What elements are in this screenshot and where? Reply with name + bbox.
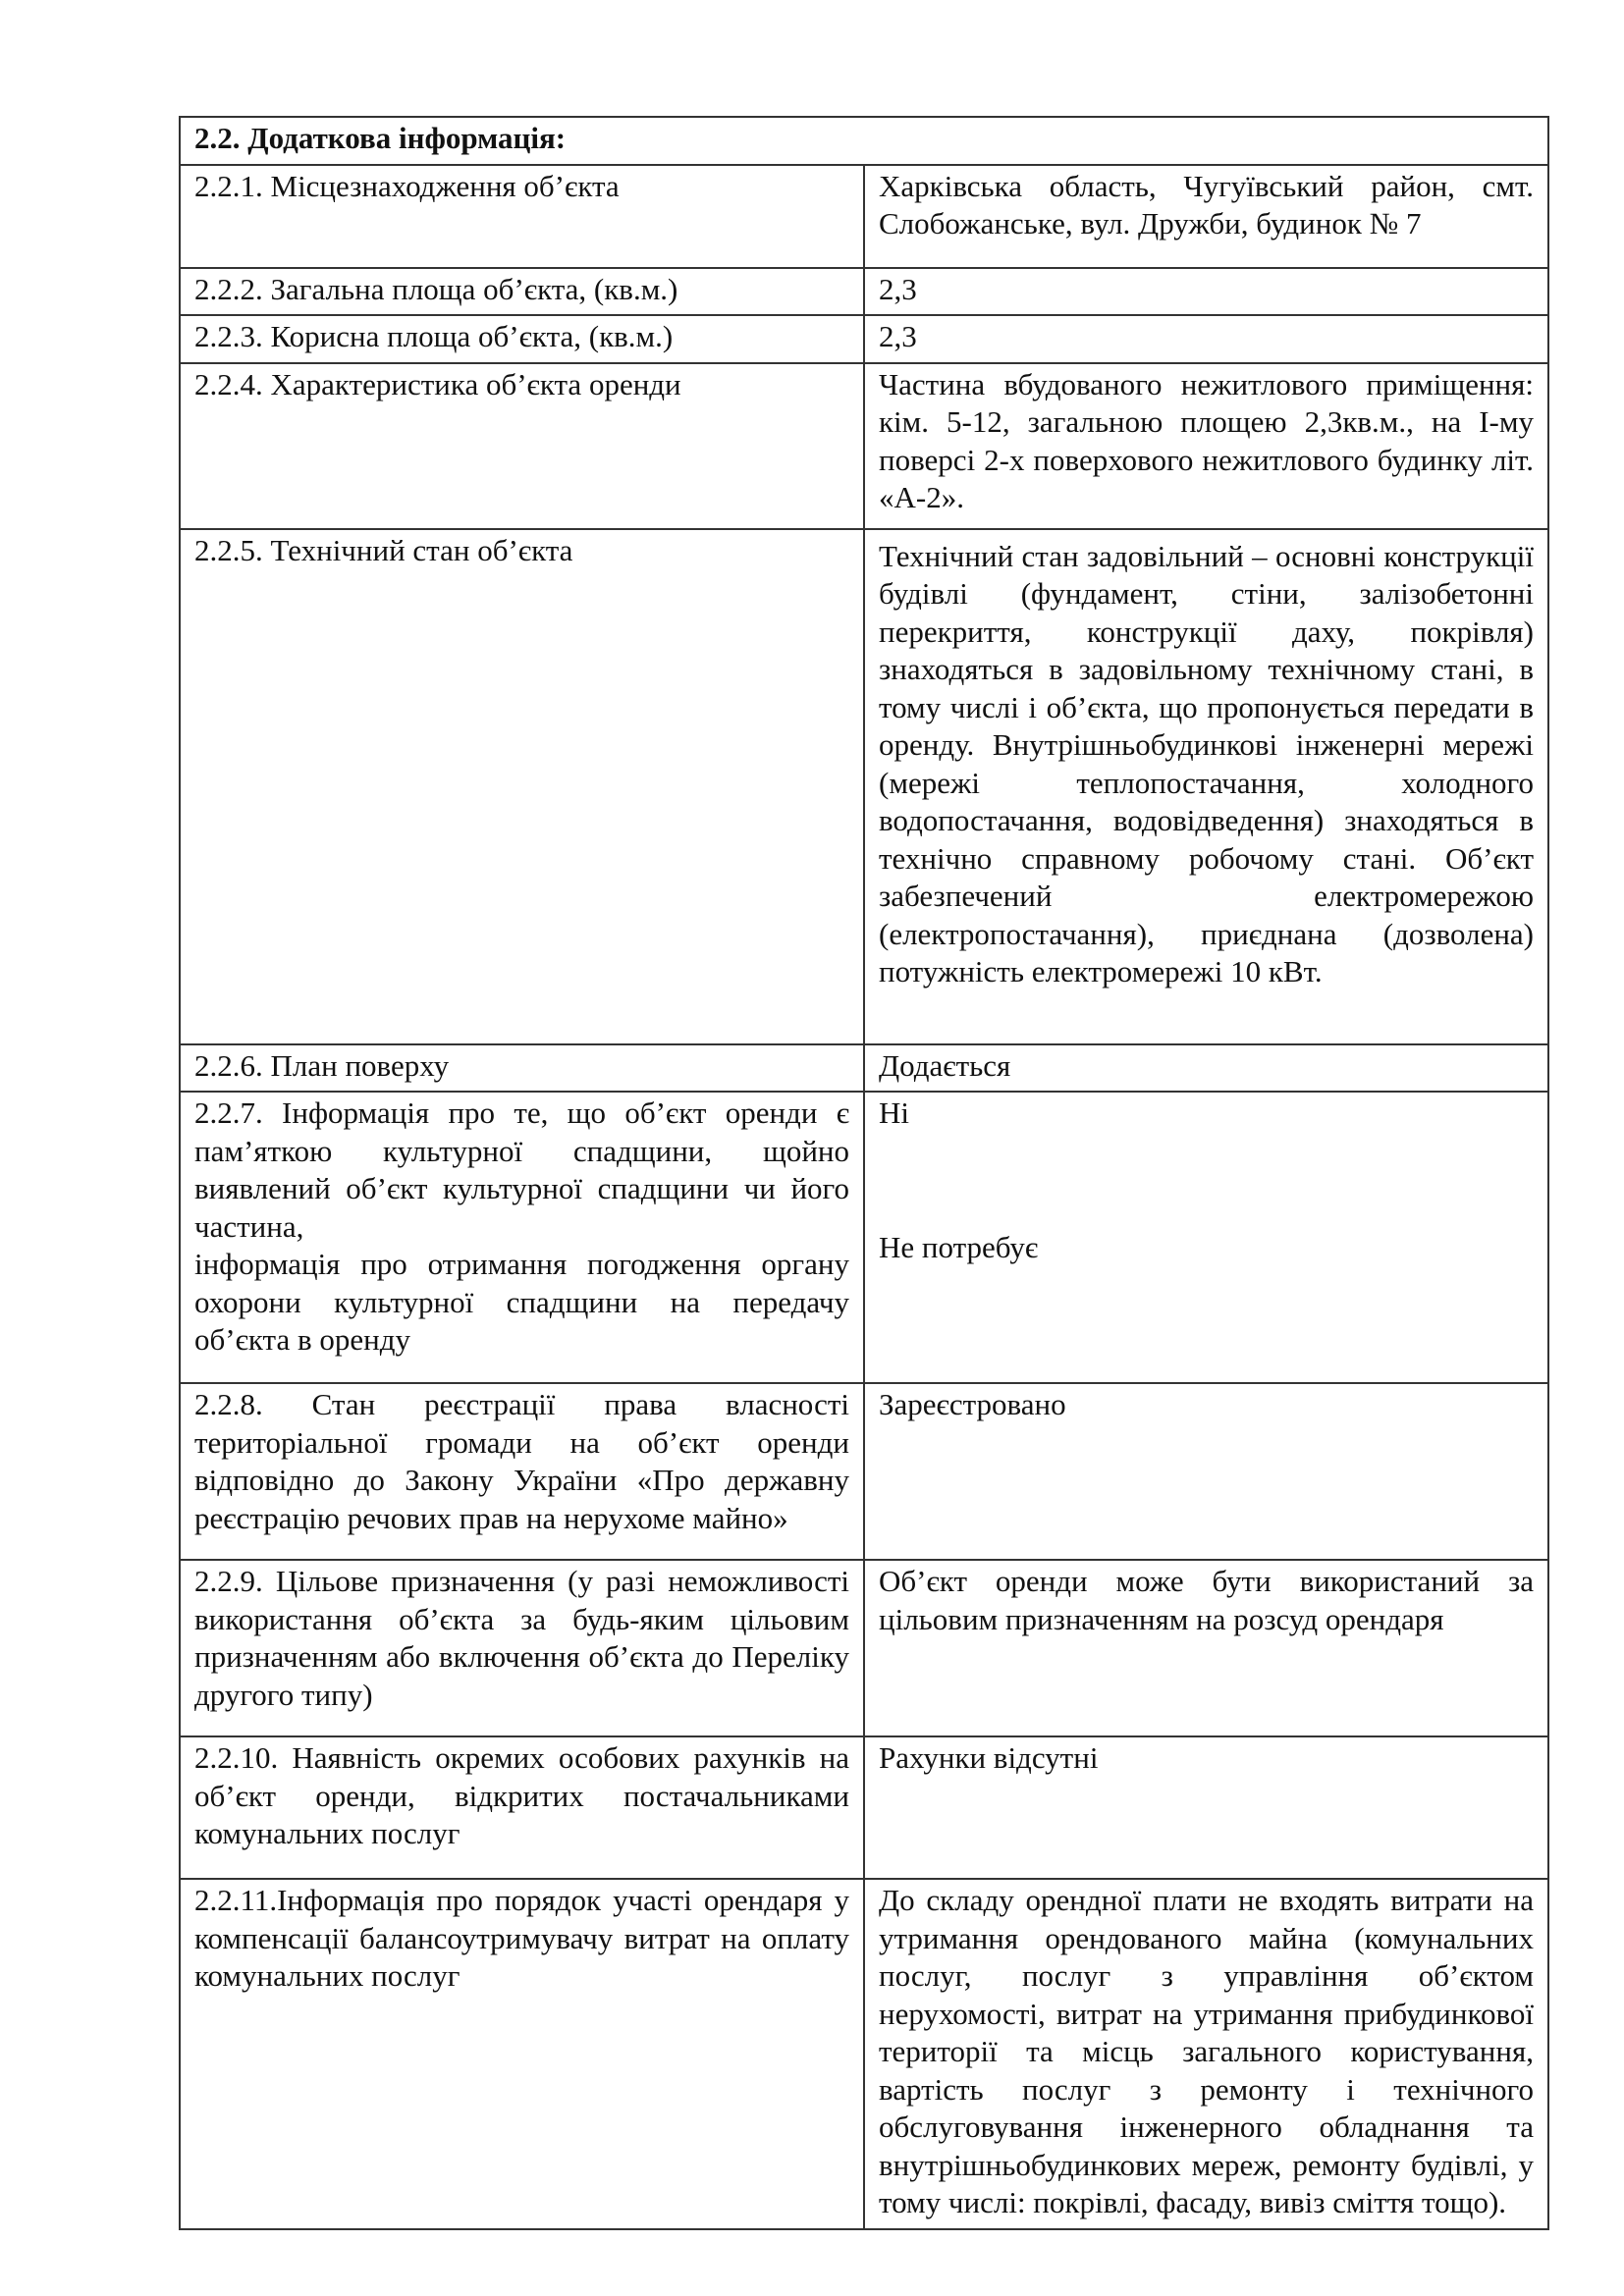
row-value-part: Ні <box>879 1095 909 1130</box>
row-label: 2.2.8. Стан реєстрації права власності територіальної громади на об’єкт оренди відповідно до Закону України «Про державну реєстрацію речових прав на нерухоме майно» <box>180 1383 864 1560</box>
row-label: 2.2.3. Корисна площа об’єкта, (кв.м.) <box>180 315 864 363</box>
row-value: 2,3 <box>864 315 1548 363</box>
table-row <box>180 529 1548 1044</box>
row-label: 2.2.1. Місцезнаходження об’єкта <box>180 165 864 268</box>
table-row <box>180 315 1548 363</box>
row-value: Технічний стан задовільний – основні конструкції будівлі (фундамент, стіни, залізобетонні перекриття, конструкції даху, покрівля) знаходяться в задовільному технічному стані, в тому числі і об’єкта, що пропонується передати в оренду. Внутрішньобудинкові інженерні мережі (мережі теплопостачання, холодного водопостачання, водовідведення) знаходяться в технічно справному робочому стані. Об’єкт забезпечений електромережою (електропостачання), приєднана (дозволена) потужність електромережі 10 кВт. <box>864 529 1548 1044</box>
table-row <box>180 117 1548 165</box>
row-value: 2,3 <box>864 268 1548 316</box>
row-value: Зареєстровано <box>864 1383 1548 1560</box>
row-value <box>864 1092 1548 1383</box>
spacer <box>879 1133 1534 1229</box>
table-row <box>180 363 1548 529</box>
row-label: 2.2.9. Цільове призначення (у разі неможливості використання об’єкта за будь-яким цільовим призначенням або включення об’єкта до Переліку другого типу) <box>180 1560 864 1736</box>
table-row <box>180 1092 1548 1383</box>
row-label-part: 2.2.7. Інформація про те, що об’єкт оренди є пам’яткою культурної спадщини, щойно виявлений об’єкт культурної спадщини чи його частина, <box>194 1095 849 1244</box>
row-label <box>180 1092 864 1383</box>
table-row <box>180 1879 1548 2229</box>
row-value: Харківська область, Чугуївський район, смт. Слобожанське, вул. Дружби, будинок № 7 <box>864 165 1548 268</box>
row-label: 2.2.11.Інформація про порядок участі орендаря у компенсації балансоутримувачу витрат на оплату комунальних послуг <box>180 1879 864 2229</box>
row-label: 2.2.6. План поверху <box>180 1044 864 1093</box>
row-value: Рахунки відсутні <box>864 1736 1548 1879</box>
row-label-part: інформація про отримання погодження органу охорони культурної спадщини на передачу об’єкта в оренду <box>194 1247 849 1357</box>
row-label: 2.2.4. Характеристика об’єкта оренди <box>180 363 864 529</box>
section-title: 2.2. Додаткова інформація: <box>180 117 1548 165</box>
table-row <box>180 1736 1548 1879</box>
row-value: До складу орендної плати не входять витрати на утримання орендованого майна (комунальних послуг, послуг з управління об’єктом нерухомості, витрат на утримання прибудинкової території та місць загального користування, вартість послуг з ремонту і технічного обслуговування інженерного обладнання та внутрішньобудинкових мереж, ремонту будівлі, у тому числі: покрівлі, фасаду, вивіз сміття тощо). <box>864 1879 1548 2229</box>
table-row <box>180 1383 1548 1560</box>
info-table <box>179 116 1549 2230</box>
row-value-part: Не потребує <box>879 1229 1039 1264</box>
row-label: 2.2.10. Наявність окремих особових рахунків на об’єкт оренди, відкритих постачальниками комунальних послуг <box>180 1736 864 1879</box>
table-row <box>180 1044 1548 1093</box>
table-row <box>180 165 1548 268</box>
row-label: 2.2.2. Загальна площа об’єкта, (кв.м.) <box>180 268 864 316</box>
row-value: Об’єкт оренди може бути використаний за цільовим призначенням на розсуд орендаря <box>864 1560 1548 1736</box>
row-value: Частина вбудованого нежитлового приміщення: кім. 5-12, загальною площею 2,3кв.м., на І-му поверсі 2-х поверхового нежитлового будинку літ. «А-2». <box>864 363 1548 529</box>
row-value: Додається <box>864 1044 1548 1093</box>
table-row <box>180 1560 1548 1736</box>
table-row <box>180 268 1548 316</box>
row-label: 2.2.5. Технічний стан об’єкта <box>180 529 864 1044</box>
